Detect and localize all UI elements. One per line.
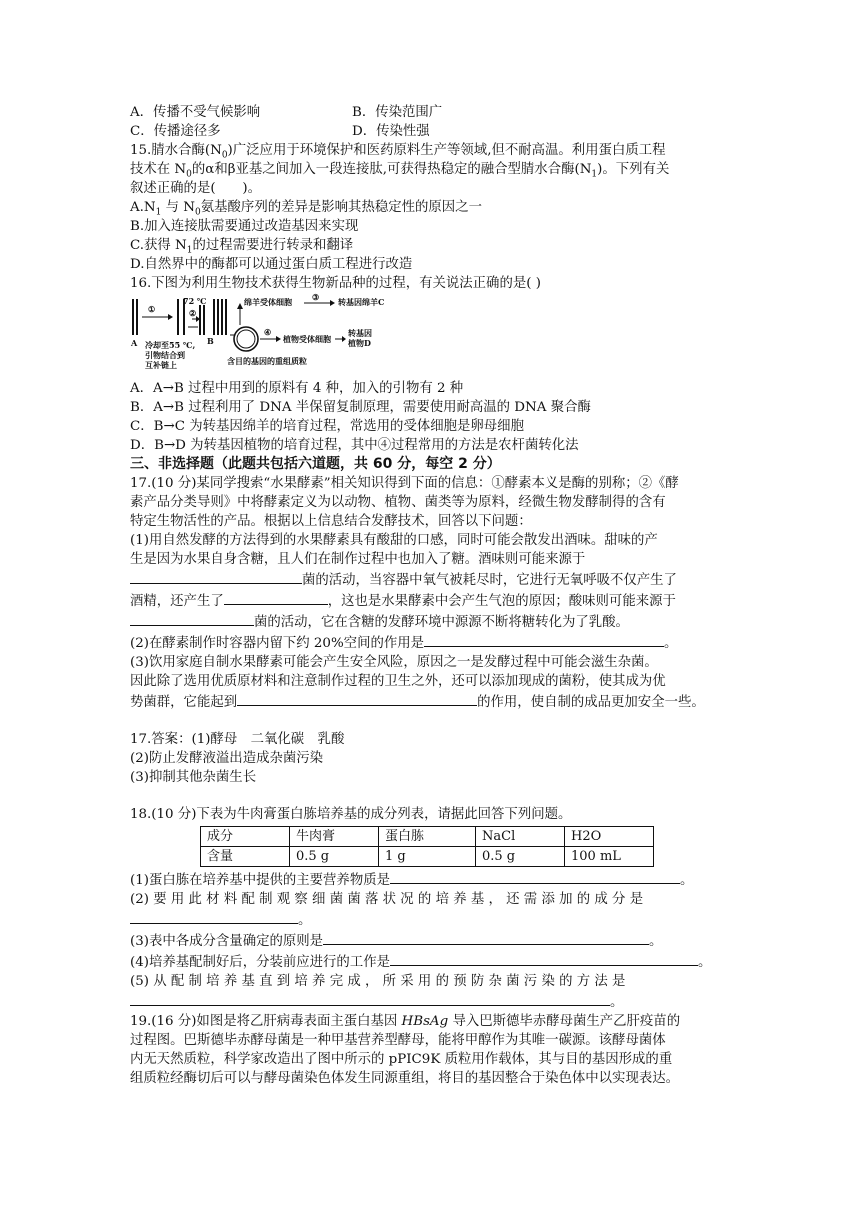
table-cell: 1 g <box>379 847 476 867</box>
table-header-cell: H2O <box>565 827 654 847</box>
a17-line3: (3)抑制其他杂菌生长 <box>130 770 257 785</box>
fig-step3: ③ <box>312 292 320 302</box>
q18-blank-5[interactable] <box>130 991 610 1006</box>
q19-line3: 内无天然质粒，科学家改造出了图中所示的 pPIC9K 质粒用作载体，其与目的基因形成的重 <box>130 1052 673 1067</box>
q18-part5-cont: 。 <box>130 991 740 1012</box>
document-page <box>130 103 740 1088</box>
table-header-cell: NaCl <box>476 827 565 847</box>
q16-option-d: D．B→D 为转基因植物的培育过程，其中④过程常用的方法是农杆菌转化法 <box>130 438 579 453</box>
section-heading: 三、非选择题（此题共包括六道题，共 60 分，每空 2 分） <box>130 456 501 472</box>
fig-plasmid: 含目的基因的重组质粒 <box>227 356 307 366</box>
a17-line2: (2)防止发酵液溢出造成杂菌污染 <box>130 751 324 766</box>
fig-label-b: B <box>207 336 214 346</box>
q16-option-b: B．A→B 过程利用了 DNA 半保留复制原理，需要使用耐高温的 DNA 聚合酶 <box>130 400 591 415</box>
table-header-cell: 蛋白胨 <box>379 827 476 847</box>
q14-option-b: B．传染范围广 <box>352 105 443 120</box>
table-cell: 含量 <box>201 847 290 867</box>
q14-option-c: C．传播途径多 <box>130 124 221 139</box>
q14-option-d: D．传染性强 <box>352 124 430 139</box>
fig-plant-cell: 植物受体细胞 <box>283 334 331 344</box>
q18-part1: (1)蛋白胨在培养基中提供的主要营养物质是 。 <box>130 869 740 890</box>
q17-line9: (2)在酵素制作时容器内留下约 20%空间的作用是 。 <box>130 632 740 653</box>
q14-options-row2 <box>130 122 740 141</box>
q19-line2: 过程图。巴斯德毕赤酵母菌是一种甲基营养型酵母，能将甲醇作为其唯一碳源。该酵母菌体 <box>130 1033 666 1048</box>
q18-part5: (5) 从 配 制 培 养 基 直 到 培 养 完 成 ， 所 采 用 的 预 防 杂 菌 污 染 的 方 法 是 <box>130 974 626 989</box>
table-cell: 100 mL <box>565 847 654 867</box>
table-row <box>201 847 654 867</box>
q16-stem: 16.下图为利用生物技术获得生物新品种的过程，有关说法正确的是( ) <box>130 276 541 291</box>
q15-option-b: B.加入连接肽需要通过改造基因来实现 <box>130 219 359 234</box>
table-header-row <box>201 827 654 847</box>
fig-sheep: 转基因绵羊C <box>338 297 385 307</box>
q18-blank-2[interactable] <box>130 909 298 924</box>
q17-line11: 因此除了选用优质原材料和注意制作过程的卫生之外，还可以添加现成的菌粉，使其成为优 <box>130 674 666 689</box>
fig-plant-2: 植物D <box>348 338 371 348</box>
q17-blank-3[interactable] <box>130 611 254 626</box>
q18-part2: (2) 要 用 此 材 料 配 制 观 察 细 菌 菌 落 状 况 的 培 养 基 ， 还 需 添 加 的 成 分 是 <box>130 892 644 907</box>
fig-step4: ④ <box>264 327 272 337</box>
fig-plant-1: 转基因 <box>348 328 372 338</box>
fig-cool: 冷却至55 ℃, <box>145 340 196 350</box>
q17-line2: 素产品分类导则》中将酵素定义为以动物、植物、菌类等为原料，经微生物发酵制得的含有 <box>130 495 666 510</box>
q14-option-a: A．传播不受气候影响 <box>130 105 261 120</box>
q15-stem-line1: 15.腈水合酶$(N_0)$广泛应用于环境保护和医药原料生产等领域,但不耐高温。利用蛋白质工程 <box>130 143 666 161</box>
q17-line6: 菌的活动，当容器中氧气被耗尽时，它进行无氧呼吸不仅产生了 <box>130 569 740 590</box>
q17-line8: 菌的活动，它在含糖的发酵环境中源源不断将糖转化为了乳酸。 <box>130 611 740 632</box>
q17-line1: 17.(10 分)某同学搜索“水果酵素”相关知识得到下面的信息：①酵素本义是酶的别称；②《酵 <box>130 476 679 491</box>
q16-option-c: C．B→C 为转基因绵羊的培育过程，常选用的受体细胞是卵母细胞 <box>130 419 524 434</box>
q15-option-c: C.获得 $N_1$的过程需要进行转录和翻译 <box>130 238 354 256</box>
q18-part2-cont: 。 <box>130 909 740 930</box>
q18-blank-3[interactable] <box>323 930 649 945</box>
q18-blank-1[interactable] <box>390 869 680 884</box>
q18-part3: (3)表中各成分含量确定的原则是 。 <box>130 930 740 951</box>
q15-option-a: $A.N_1$ 与 $N_0$氨基酸序列的差异是影响其热稳定性的原因之一 <box>130 200 482 218</box>
q17-line7: 酒精，还产生了 ，这也是水果酵素中会产生气泡的原因；酸味则可能来源于 <box>130 590 740 611</box>
fig-label-a: A <box>131 338 138 348</box>
fig-primer-2: 互补链上 <box>145 360 177 370</box>
table-cell: 0.5 g <box>290 847 379 867</box>
table-header-cell: 牛肉膏 <box>290 827 379 847</box>
q17-line3: 特定生物活性的产品。根据以上信息结合发酵技术，回答以下问题： <box>130 514 532 529</box>
q16-option-a: A．A→B 过程中用到的原料有 4 种，加入的引物有 2 种 <box>130 381 464 396</box>
q18-blank-4[interactable] <box>390 951 698 966</box>
fig-step2: ② <box>189 308 197 318</box>
q15-option-d: D.自然界中的酶都可以通过蛋白质工程进行改造 <box>130 257 413 272</box>
q15-stem-line3: 叙述正确的是( )。 <box>130 181 261 196</box>
q18-table <box>200 826 654 867</box>
q17-line4: (1)用自然发酵的方法得到的水果酵素具有酸甜的口感，同时可能会散发出酒味。甜味的产 <box>130 533 658 548</box>
q19-line4: 组质粒经酶切后可以与酵母菌染色体发生同源重组，将目的基因整合于染色体中以实现表达。 <box>130 1071 680 1086</box>
q18-stem: 18.(10 分)下表为牛肉膏蛋白胨培养基的成分列表，请据此回答下列问题。 <box>130 807 572 822</box>
q17-line10: (3)饮用家庭自制水果酵素可能会产生安全风险，原因之一是发酵过程中可能会滋生杂菌。 <box>130 655 658 670</box>
table-cell: 0.5 g <box>476 847 565 867</box>
q17-blank-5[interactable] <box>237 691 477 706</box>
q17-line12: 势菌群，它能起到 的作用，使自制的成品更加安全一些。 <box>130 691 740 712</box>
fig-primer-1: 引物结合到 <box>145 350 185 360</box>
q14-options-row1 <box>130 103 740 122</box>
fig-temp: 72 ℃ <box>183 296 207 306</box>
table-header-cell: 成分 <box>201 827 290 847</box>
q17-blank-2[interactable] <box>224 590 328 605</box>
fig-step1: ① <box>148 304 156 314</box>
a17-line1: 17.答案：(1)酵母 二氧化碳 乳酸 <box>130 732 345 747</box>
q18-part4: (4)培养基配制好后，分装前应进行的工作是 。 <box>130 951 740 972</box>
q15-stem-line2: 技术在 $N_0$的α和β亚基之间加入一段连接肽,可获得热稳定的融合型腈水合酶$(N_1)$。下列有关 <box>130 162 670 180</box>
q16-figure <box>130 292 385 375</box>
q17-line5: 生是因为水果自身含糖，且人们在制作过程中也加入了糖。酒味则可能来源于 <box>130 552 586 567</box>
q17-blank-4[interactable] <box>424 632 664 647</box>
fig-sheep-cell: 绵羊受体细胞 <box>244 297 292 307</box>
q19-line1: 19.(16 分)如图是将乙肝病毒表面主蛋白基因 HBsAg 导入巴斯德毕赤酵母菌生产乙肝疫苗的 <box>130 1014 681 1029</box>
q17-blank-1[interactable] <box>130 569 302 584</box>
